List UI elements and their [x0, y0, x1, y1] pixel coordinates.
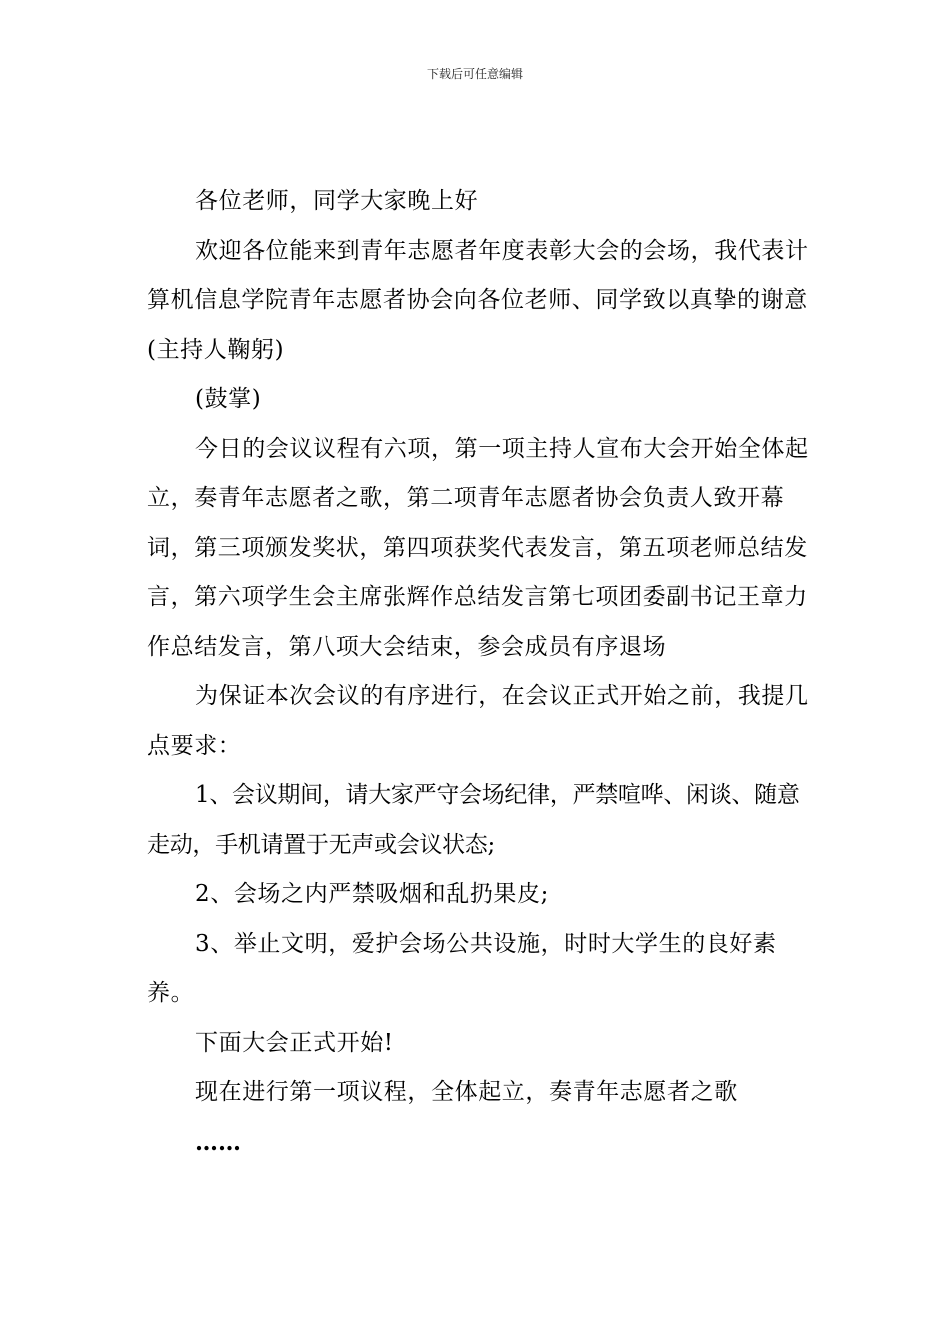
- paragraph-requirement-1: 1、会议期间，请大家严守会场纪律，严禁喧哗、闲谈、随意走动，手机请置于无声或会议状态;: [147, 782, 800, 858]
- paragraph-requirement-2: 2、会场之内严禁吸烟和乱扔果皮;: [195, 881, 549, 907]
- document-body: [147, 177, 812, 1168]
- paragraph-start: 下面大会正式开始!: [195, 1029, 394, 1056]
- paragraph-first-item: 现在进行第一项议程，全体起立，奏青年志愿者之歌: [195, 1079, 738, 1105]
- paragraph-requirements-intro: 为保证本次会议的有序进行，在会议正式开始之前，我提几点要求：: [147, 683, 809, 759]
- paragraph-welcome: 欢迎各位能来到青年志愿者年度表彰大会的会场，我代表计算机信息学院青年志愿者协会向各位老师、同学致以真挚的谢意(主持人鞠躬): [147, 237, 809, 363]
- paragraph-agenda: 今日的会议议程有六项，第一项主持人宣布大会开始全体起立，奏青年志愿者之歌，第二项青年志愿者协会负责人致开幕词，第三项颁发奖状，第四项获奖代表发言，第五项老师总结发言，第六项学生会主席张辉作总结发言第七项团委副书记王章力作总结发言，第八项大会结束，参会成员有序退场: [147, 435, 809, 660]
- paragraph-applause: (鼓掌): [195, 386, 262, 412]
- ellipsis-text: ……: [195, 1128, 241, 1156]
- paragraph-requirement-3: 3、举止文明，爱护会场公共设施，时时大学生的良好素养。: [147, 930, 777, 1006]
- paragraph-ellipsis: [147, 1118, 812, 1169]
- page-header: 下载后可任意编辑: [426, 67, 523, 81]
- paragraph-greeting: 各位老师，同学大家晚上好: [195, 188, 479, 214]
